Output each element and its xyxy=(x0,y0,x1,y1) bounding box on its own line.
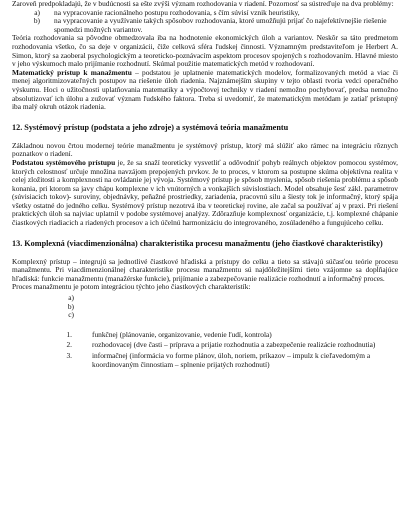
list-text: rozhodovacej (dve časti – príprava a prijatie rozhodnutia a zabezpečenie realizácie rozhodnutia) xyxy=(92,340,376,350)
list-marker: b) xyxy=(33,16,40,26)
list-text xyxy=(86,311,398,320)
list-item xyxy=(12,352,398,369)
list-text: na vypracovanie a využívanie takých spôsobov rozhodovania, ktoré umožňujú prijať čo najefektívnejšie riešenie spomedzi možných variantov. xyxy=(54,16,387,34)
list-item xyxy=(12,331,398,340)
list-marker: 1. xyxy=(66,329,72,339)
list-text: informačnej (informácia vo forme plánov, úloh, noriem, príkazov – impulz k cieľavedomým a koordinovaným činnostiam – splnenie prijatých rozhodnutí) xyxy=(92,351,371,369)
integration-paragraph: Proces manažmentu je potom integráciou týchto jeho čiastkových charakteristík: xyxy=(12,282,251,292)
systems-essence-term: Podstatou systémového prístupu xyxy=(12,157,116,167)
list-item xyxy=(12,311,398,320)
systems-essence-text: je, že sa snaží teoreticky vysvetliť a odôvodniť pohyb reálnych objektov pomocou systémov, ktorých celostnosť určuje množina navzájom prepojených prvkov. Je to proces, v ktorom sa postupne skúma objektívna realita v celej zložitosti a komplexnosti na ovládanie jej vývoja. Systémový prístup je spôsob myslenia, spôsob riešenia problému a spôsob konania, pri ktorom sa javy chápu komplexne v ich vnútorných a vonkajších súvislostiach. Model obsahuje šesť zákl. parametrov (súvisiacich tokov)- suroviny, objednávky, peňažné prostriedky, zariadenia, pracovnú silu a šiesty tok je informačný, ktorý spája všetky ostatné do jedného celku. Systémový prístup nezotrvá iba v teoretickej rovine, ale začal sa používať aj v praxi. Pri riešení praktických úloh sa najviac uplatnil v podobe systémovej analýzy. Zdôrazňuje komplexnosť organizácie, t.j. komplexné chápanie čiastkových riadiacich a riadených procesov a ich účelnú harmonizáciu do integrovaného, zosúladeného a fungujúceho celku. xyxy=(12,157,398,228)
numbered-list xyxy=(12,331,398,369)
list-marker: 3. xyxy=(66,351,72,360)
systems-essence-paragraph xyxy=(12,159,398,228)
section-12-heading: 12. Systémový prístup (podstata a jeho zdroje) a systémová teória manažmentu xyxy=(12,122,289,132)
section-13-heading: 13. Komplexná (viacdimenzionálna) charakteristika procesu manažmentu (jeho čiastkové charakteristiky) xyxy=(12,238,383,248)
lettered-list xyxy=(12,294,398,320)
intro-paragraph: Zaroveň predpokladajú, že v budúcnosti sa ešte zvýši význam rozhodovania v riadení. Pozornosť sa sústreďuje na dva problémy: xyxy=(12,0,394,8)
list-marker: c) xyxy=(68,310,74,320)
math-approach-paragraph xyxy=(12,69,398,112)
list-text xyxy=(86,294,398,303)
complex-approach-paragraph: Komplexný prístup – integrujú sa jednotlivé čiastkové hľadiská a prístupy do celku a tieto sa stávajú súčasťou teórie procesu manažmentu. Pri viacdimenzionálnej charakteristike procesu manažmentu sú najdôležitejšími tieto vzájomne sa dopĺňajúce hľadiská: funkcie manažmentu (manažérske funkcie), prijímanie a zabezpečovanie realizácie rozhodnutí a informačný proces. xyxy=(12,256,398,283)
list-marker: a) xyxy=(68,293,74,303)
systems-intro-paragraph: Základnou novou črtou modernej teórie manažmentu je systémový prístup, ktorý má slúžiť ako rámec na integráciu rôznych poznatkov o riadení. xyxy=(12,140,398,159)
list-marker: a) xyxy=(34,7,40,17)
list-text: funkčnej (plánovanie, organizovanie, vedenie ľudí, kontrola) xyxy=(92,329,272,339)
list-text xyxy=(86,303,398,312)
document-page xyxy=(12,0,398,371)
list-text: na vypracovanie racionálneho postupu rozhodovania, s čím súvisí vznik heuristiky, xyxy=(54,7,300,17)
math-approach-text: – podstatou je uplatnenie matematických modelov, formalizovaných metód a viac či menej algoritmizovateľných postupov na riešenie úloh riadenia. Najznámejším skupiny v tejto oblasti tvoria vedci operačného výskumu. Hoci o užitočnosti uplatňovania matematiky a výpočtovej techniky v riadení nemožno pochybovať, predsa nemožno absolutizovať ich úlohu a zužovať význam ľudského faktora. Treba si uvedomiť, že matematickým metódam je zatiaľ prístupný iba malý okruh otázok riadenia. xyxy=(12,67,399,112)
intro-list xyxy=(12,9,398,35)
list-item xyxy=(12,341,398,350)
list-item xyxy=(12,17,398,34)
math-approach-term: Matematický prístup k manažmentu xyxy=(12,67,132,77)
decision-theory-paragraph: Teória rozhodovania sa pôvodne obmedzovala iba na hodnotenie ekonomických úloh a variantov. Neskôr sa táto predmetom rozhodovania všetko, čo sa deje v organizácii, čiže celková sféra ľudskej činnosti. Významným predstaviteľom je Herbert A. Simon, ktorý sa zaoberal psychologickým a teoreticko-poznávacím aspektom procesov spojených s rozhodovaním. Hlavné miesto v jeho výskumoch malo prijímanie rozhodnutí. Skúmal použitie matematických metód v rozhodovaní. xyxy=(12,33,398,69)
list-marker: b) xyxy=(67,301,74,311)
list-marker: 2. xyxy=(66,340,72,350)
